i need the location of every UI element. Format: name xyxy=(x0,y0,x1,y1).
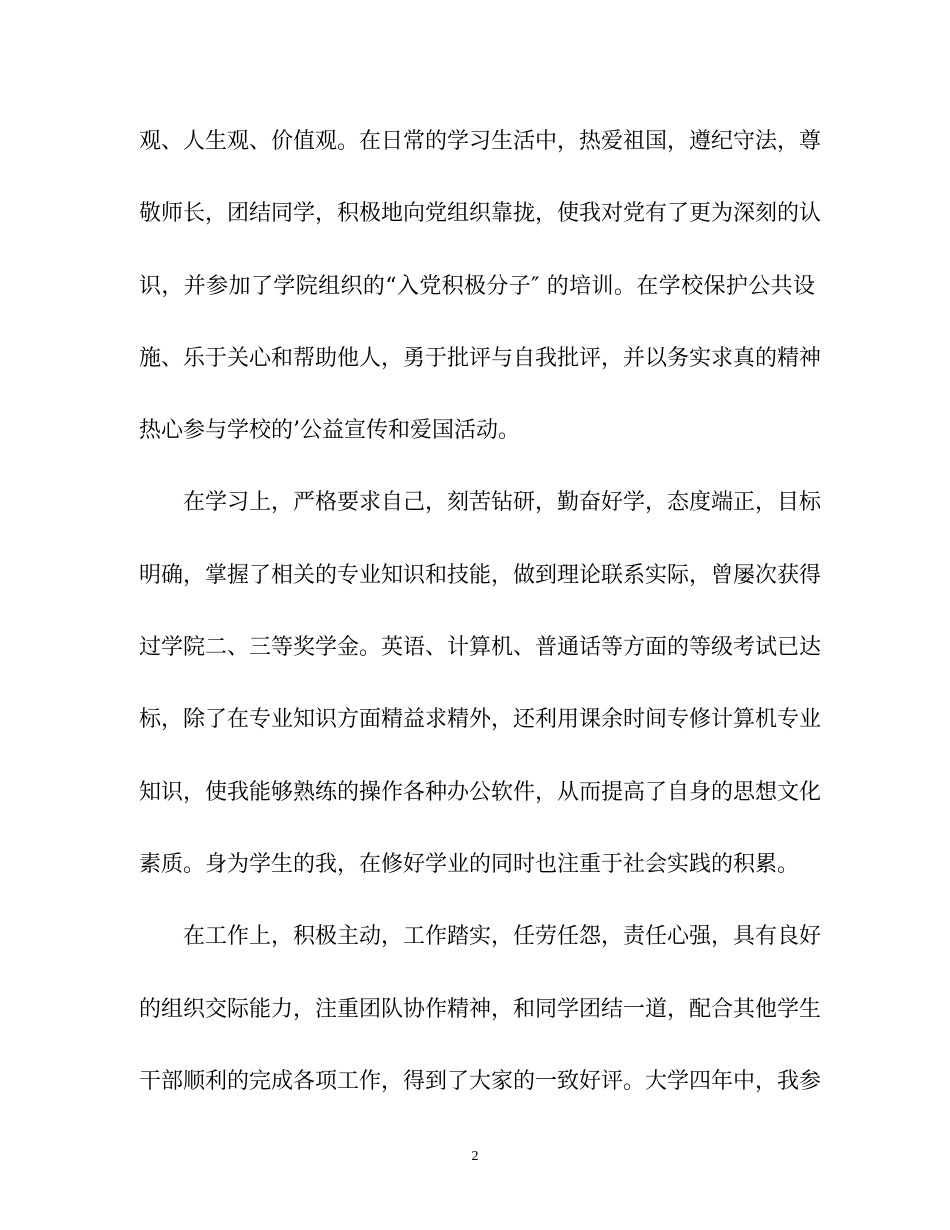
text-line: 过学院二、三等奖学金。英语、计算机、普通话等方面的等级考试已达 xyxy=(139,635,822,661)
text-line: 知识，使我能够熟练的操作各种办公软件，从而提高了自身的思想文化 xyxy=(139,779,822,805)
text-line: 识，并参加了学院组织的“入党积极分子″ 的培训。在学校保护公共设 xyxy=(139,273,815,299)
text-line: 观、人生观、价值观。在日常的学习生活中，热爱祖国，遵纪守法，尊 xyxy=(139,129,822,154)
page-number: 2 xyxy=(471,1149,479,1164)
body-text xyxy=(139,120,822,1132)
text-line: 干部顺利的完成各项工作，得到了大家的一致好评。大学四年中，我参 xyxy=(139,1068,822,1094)
text-line: 敬师长，团结同学，积极地向党组织靠拢，使我对党有了更为深刻的认 xyxy=(139,201,822,227)
text-line: 标，除了在专业知识方面精益求精外，还利用课余时间专修计算机专业 xyxy=(139,707,822,733)
text-line: 的组织交际能力，注重团队协作精神，和同学团结一道，配合其他学生 xyxy=(139,996,822,1022)
text-line: 素质。身为学生的我，在修好学业的同时也注重于社会实践的积累。 xyxy=(139,851,800,877)
text-line: 热心参与学校的’公益宣传和爱国活动。 xyxy=(139,418,520,444)
paragraph-first-line: 在工作上，积极主动，工作踏实，任劳任怨，责任心强，具有良好 xyxy=(183,924,822,950)
paragraph-first-line: 在学习上，严格要求自己，刻苦钻研，勤奋好学，态度端正，目标 xyxy=(183,490,822,516)
text-line: 明确，掌握了相关的专业知识和技能，做到理论联系实际，曾屡次获得 xyxy=(139,562,822,588)
text-line: 施、乐于关心和帮助他人，勇于批评与自我批评，并以务实求真的精神 xyxy=(139,345,822,371)
